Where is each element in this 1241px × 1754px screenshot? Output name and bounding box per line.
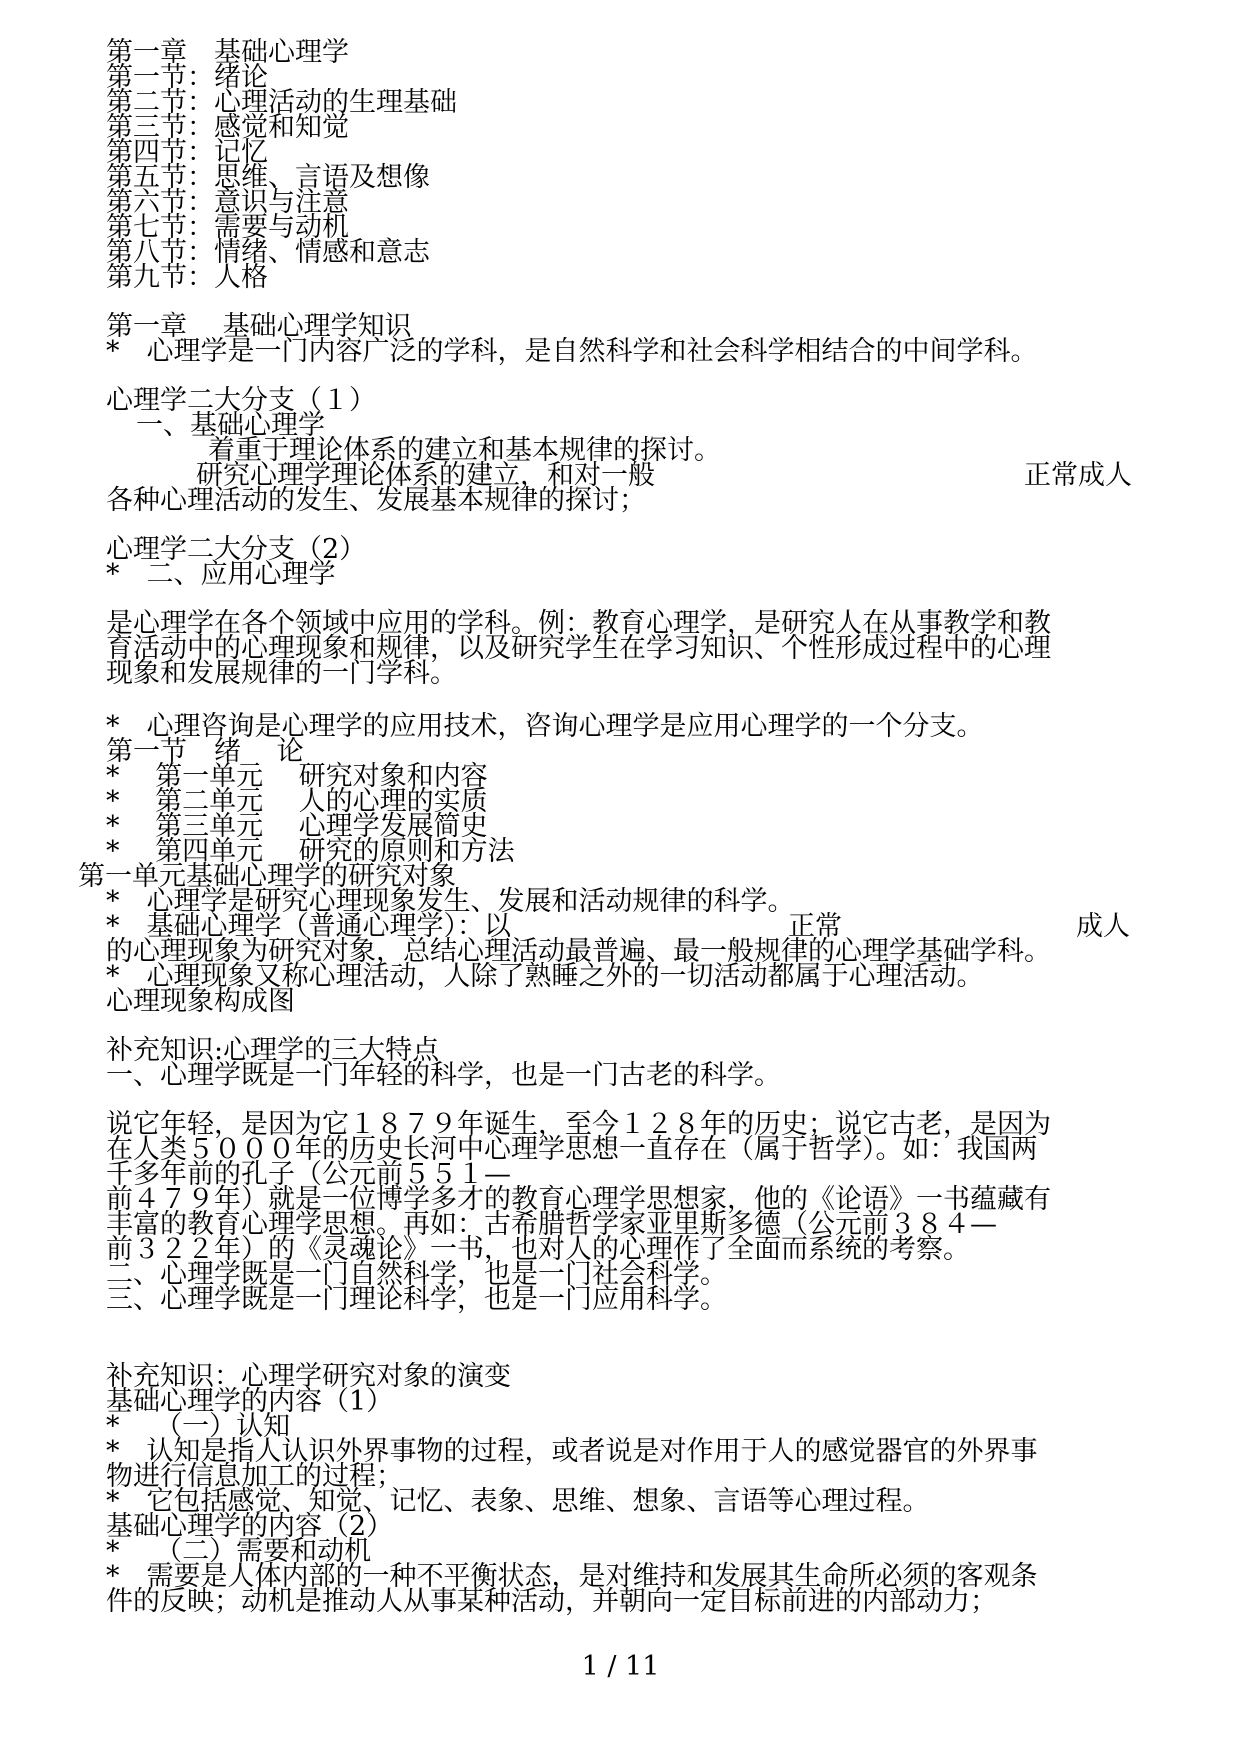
branch1-line2b: 正常成人 xyxy=(1024,460,1132,491)
intro-bullet: * 心理学是一门内容广泛的学科，是自然科学和社会科学相结合的中间学科。 xyxy=(106,336,1038,367)
toc-section-1: 第一节：绪论 xyxy=(106,62,268,93)
content1-sub: * （一）认知 xyxy=(106,1411,291,1442)
supp1-title: 补充知识:心理学的三大特点 xyxy=(106,1035,440,1066)
content2-line-1: * 需要是人体内部的一种不平衡状态，是对维持和发展其生命所必须的客观条 xyxy=(106,1561,1038,1592)
supp1-para-6: 前３２２年）的《灵魂论》一书，也对人的心理作了全面而系统的考察。 xyxy=(106,1234,970,1265)
section1-bullet-3: * 心理现象又称心理活动，人除了熟睡之外的一切活动都属于心理活动。 xyxy=(106,961,984,992)
content2-sub: * （二）需要和动机 xyxy=(106,1536,372,1567)
supp1-para-5: 丰富的教育心理学思想。再如：古希腊哲学家亚里斯多德（公元前３８４— xyxy=(106,1209,997,1240)
page-number: 1 / 11 xyxy=(581,1651,660,1682)
section1-title: 第一节 绪 论 xyxy=(106,736,304,767)
branch1-line3: 各种心理活动的发生、发展基本规律的探讨； xyxy=(106,485,646,516)
toc-section-5: 第五节：思维、言语及想像 xyxy=(106,162,430,193)
chapter-heading: 第一章 基础心理学知识 xyxy=(106,311,412,342)
content1-line-3: * 它包括感觉、知觉、记忆、表象、思维、想象、言语等心理过程。 xyxy=(106,1486,930,1517)
toc-chapter: 第一章 基础心理学 xyxy=(106,37,349,68)
content1-line-2: 物进行信息加工的过程； xyxy=(106,1461,403,1492)
branch2-sub: * 二、应用心理学 xyxy=(106,559,336,590)
section1-unit-1: * 第一单元 研究对象和内容 xyxy=(106,761,488,792)
branch2-title: 心理学二大分支（2） xyxy=(106,534,367,565)
supp1-para-3: 千多年前的孔子（公元前５５１— xyxy=(106,1159,511,1190)
branch2-para-3: 现象和发展规律的一门学科。 xyxy=(106,658,457,689)
branch1-sub: 一、基础心理学 xyxy=(136,410,325,441)
toc-section-4: 第四节：记忆 xyxy=(106,137,268,168)
unit1-title: 第一单元基础心理学的研究对象 xyxy=(78,861,456,892)
section1-bullet-2d: 的心理现象为研究对象，总结心理活动最普遍、最一般规律的心理学基础学科。 xyxy=(106,936,1051,967)
toc-section-3: 第三节：感觉和知觉 xyxy=(106,112,349,143)
content1-line-1: * 认知是指人认识外界事物的过程，或者说是对作用于人的感觉器官的外界事 xyxy=(106,1436,1038,1467)
supp1-point-1: 一、心理学既是一门年轻的科学，也是一门古老的科学。 xyxy=(106,1060,781,1091)
section1-bullet-2a: * 基础心理学（普通心理学）：以 xyxy=(106,911,511,942)
branch1-line1: 着重于理论体系的建立和基本规律的探讨。 xyxy=(208,435,721,466)
toc-section-8: 第八节：情绪、情感和意志 xyxy=(106,237,430,268)
branch2-note: * 心理咨询是心理学的应用技术，咨询心理学是应用心理学的一个分支。 xyxy=(106,711,984,742)
supp2-title: 补充知识：心理学研究对象的演变 xyxy=(106,1361,511,1392)
section1-unit-4: * 第四单元 研究的原则和方法 xyxy=(106,836,515,867)
branch1-line2a: 研究心理学理论体系的建立，和对一般 xyxy=(196,460,655,491)
content2-line-2: 件的反映；动机是推动人从事某种活动，并朝向一定目标前进的内部动力； xyxy=(106,1586,997,1617)
toc-section-2: 第二节：心理活动的生理基础 xyxy=(106,87,457,118)
supp1-para-4: 前４７９年）就是一位博学多才的教育心理学思想家，他的《论语》一书蕴藏有 xyxy=(106,1184,1051,1215)
branch2-para-1: 是心理学在各个领域中应用的学科。例：教育心理学，是研究人在从事教学和教 xyxy=(106,608,1051,639)
section1-unit-2: * 第二单元 人的心理的实质 xyxy=(106,786,488,817)
content2-title: 基础心理学的内容（2） xyxy=(106,1511,394,1542)
section1-unit-3: * 第三单元 心理学发展简史 xyxy=(106,811,488,842)
section1-bullet-1: * 心理学是研究心理现象发生、发展和活动规律的科学。 xyxy=(106,886,795,917)
figure-caption: 心理现象构成图 xyxy=(106,986,295,1017)
supp1-point-2: 二、心理学既是一门自然科学，也是一门社会科学。 xyxy=(106,1259,727,1290)
supp1-para-1: 说它年轻，是因为它１８７９年诞生，至今１２８年的历史；说它古老，是因为 xyxy=(106,1109,1051,1140)
branch2-para-2: 育活动中的心理现象和规律，以及研究学生在学习知识、个性形成过程中的心理 xyxy=(106,633,1051,664)
supp1-point-3: 三、心理学既是一门理论科学，也是一门应用科学。 xyxy=(106,1284,727,1315)
supp1-para-2: 在人类５０００年的历史长河中心理学思想一直存在（属于哲学）。如：我国两 xyxy=(106,1134,1038,1165)
section1-bullet-2c: 成人 xyxy=(1076,911,1130,942)
toc-section-6: 第六节：意识与注意 xyxy=(106,187,349,218)
section1-bullet-2b: 正常 xyxy=(788,911,842,942)
toc-section-7: 第七节：需要与动机 xyxy=(106,212,349,243)
toc-section-9: 第九节：人格 xyxy=(106,262,268,293)
content1-title: 基础心理学的内容（1） xyxy=(106,1386,394,1417)
branch1-title: 心理学二大分支（１） xyxy=(106,385,376,416)
